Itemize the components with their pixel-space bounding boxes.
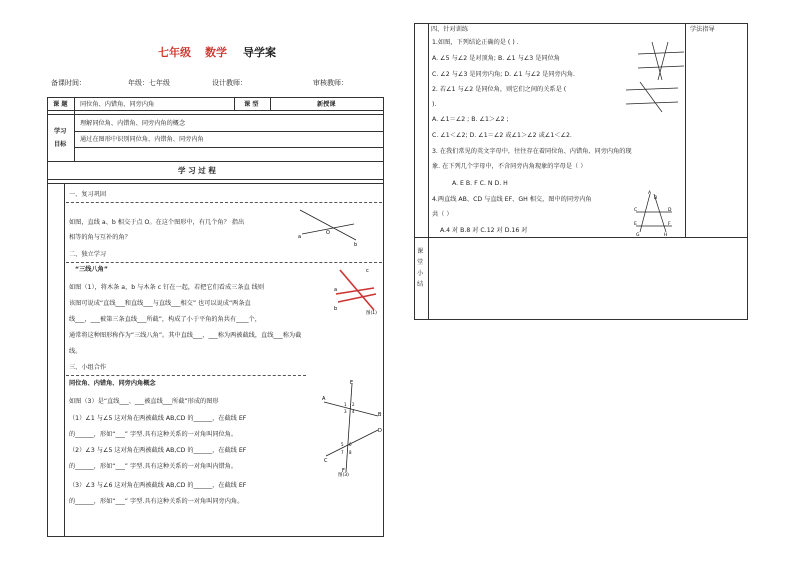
svg-text:8: 8 (349, 450, 352, 455)
section2-heading: 二、独立学习 (69, 251, 107, 258)
transversal-figure (322, 378, 384, 478)
process-title: 学 习 过 程 (178, 166, 216, 175)
fig2-caption: 图(1) (366, 311, 377, 316)
right-table (414, 23, 748, 320)
section3-line4: （2）∠3 与∠5 这对角在两被截线 AB,CD 的______，在截线 EF (69, 447, 247, 454)
intersecting-lines-figure (296, 206, 358, 246)
section2-line1: 如图（1），将木条 a，b 与木条 c 钉在一起，若把它们看成三条直 线则 (69, 284, 265, 291)
section1-line2: 相等的角与互补的角？ (69, 234, 131, 241)
section2-line5: 线。 (69, 348, 82, 355)
section2-line3: 线___，___被第三条直线___所截”，构成了小于平角的角共有____个， (69, 316, 261, 323)
goals-label-b: 目标 (54, 141, 67, 148)
section1-line1: 如图，直线 a、b 相交于点 O。在这个图形中，有几个角？ 指出 (69, 219, 245, 226)
q4-figure (634, 190, 674, 236)
topic-value: 同位角、内错角、同旁内角 (80, 101, 155, 108)
q2-text: 2. 若∠1 与∠2 是同位角，则它们之间的关系是 ( (432, 86, 567, 93)
fig3-label-b: B (378, 412, 382, 418)
topic-label: 课 题 (53, 101, 68, 108)
svg-text:4: 4 (352, 409, 355, 414)
q3-options: A. E B. F C. N D. H (452, 180, 508, 187)
goal-item-1: 理解同位角、内错角、同旁内角的概念 (80, 120, 186, 127)
section2-subtitle: “三线八角” (75, 266, 108, 273)
reviewer-label: 审核教师： (313, 79, 348, 87)
fig1-label-a: a (298, 234, 302, 240)
fig2-label-b: b (334, 306, 338, 312)
svg-text:E: E (634, 222, 637, 227)
fig1-label-o: O (326, 230, 330, 236)
svg-text:B: B (654, 196, 658, 201)
subject-title: 数学 (205, 46, 227, 59)
fig2-label-a: a (334, 287, 338, 293)
svg-text:3: 3 (344, 409, 347, 414)
doc-type-title: 导学案 (243, 46, 276, 59)
svg-text:D: D (668, 208, 672, 213)
section3-line3: 的______，形如“___” 字型.具有这种关系的一对角叫同位角。 (69, 431, 238, 438)
section3-line6: （3）∠3 与∠6 这对角在两被截线 AB,CD 的______，在截线 EF (69, 482, 247, 489)
q4-options: A.4 对 B.8 对 C.12 对 D.16 对 (440, 227, 528, 234)
fig3-label-c: C (324, 458, 328, 464)
section3-line2: （1）∠1 与∠5 这对角在两被截线 AB,CD 的______，在截线 EF (69, 415, 247, 422)
svg-text:7: 7 (341, 450, 344, 455)
svg-text:H: H (664, 233, 668, 238)
type-value: 新授课 (317, 101, 336, 108)
section2-line4: 通常将这种图形称作为“三线八角”。其中直线___，___称为两被截线，直线___称为截 (69, 332, 302, 339)
prep-time-label: 备课时间： (51, 79, 86, 87)
svg-text:5: 5 (341, 442, 344, 447)
svg-text:C: C (634, 208, 638, 213)
q3-text: 3. 在我们常见的英文字母中，往往存在着同位角、内错角、同旁内角的现 (432, 148, 632, 155)
q2-figure (626, 82, 678, 112)
fig2-label-c: c (366, 268, 369, 274)
section2-line2: 该图可说成“直线___和直线___与直线___相交” 也可以说成“两条直 (69, 300, 251, 307)
svg-text:2: 2 (352, 402, 355, 407)
fig3-label-f: F (342, 468, 345, 474)
q2-options-a: A. ∠1＝∠2 ; B. ∠1＞∠2 ; (432, 116, 509, 123)
section3-subtitle: 同位角、内错角、同旁内角概念 (69, 380, 156, 387)
fig3-label-d: D (378, 428, 382, 434)
fig1-label-b: b (354, 242, 358, 248)
three-lines-figure (334, 266, 380, 316)
q1-options-a: A. ∠5 与∠2 是对顶角; B. ∠1 与∠3 是同位角 (432, 55, 560, 62)
designer-label: 设计教师： (212, 79, 247, 87)
svg-text:A: A (648, 191, 652, 196)
fig3-label-a: A (322, 396, 326, 402)
q2-text-b: ). (432, 101, 437, 108)
section1-heading: 一、复习巩固 (69, 191, 107, 198)
q1-figure (638, 40, 684, 80)
q1-text: 1.如图，下列结论正确的是 ( ) . (432, 39, 519, 46)
section3-line7: 的______，形如“___” 字型.具有这种关系的一对角叫同旁内角。 (69, 498, 244, 505)
section3-heading: 三、小组合作 (69, 364, 107, 371)
svg-text:6: 6 (349, 442, 352, 447)
svg-text:G: G (636, 233, 640, 238)
goal-item-2: 通过在图形中识别同位角、内错角、同旁内角 (80, 136, 204, 143)
q1-options-b: C. ∠2 与∠3 是同旁内角; D. ∠1 与∠2 是同旁内角. (432, 71, 576, 78)
svg-text:F: F (668, 222, 671, 227)
type-label: 课 型 (244, 101, 259, 108)
training-heading: 四、针对训练 (431, 26, 469, 33)
section3-line5: 的______，形如“___” 字型.具有这种关系的一对角叫内错角。 (69, 463, 238, 470)
q3-text-b: 象. 在下列几个字母中，不含同旁内角现象的字母是（ ） (432, 163, 587, 170)
grade-title: 七年级 (158, 46, 191, 59)
q4-text: 4.两直线 AB、CD 与直线 EF、GH 相交，图中的同旁内角 (432, 196, 592, 203)
method-guide-label: 学法指导 (690, 26, 715, 33)
section3-line1: 如图（3）是“直线___、___被直线___所截”形成的图形 (69, 398, 219, 405)
grade-label: 年级：七年级 (128, 79, 170, 87)
q4-text-b: 共（ ） (432, 211, 453, 218)
goals-label-a: 学习 (54, 128, 67, 135)
fig3-label-e: E (350, 380, 354, 386)
fig3-caption: 图(3) (338, 473, 349, 478)
svg-text:1: 1 (344, 402, 347, 407)
q2-options-b: C. ∠1＜∠2; D. ∠1＝∠2 或∠1＞∠2 或∠1＜∠2. (432, 132, 572, 139)
